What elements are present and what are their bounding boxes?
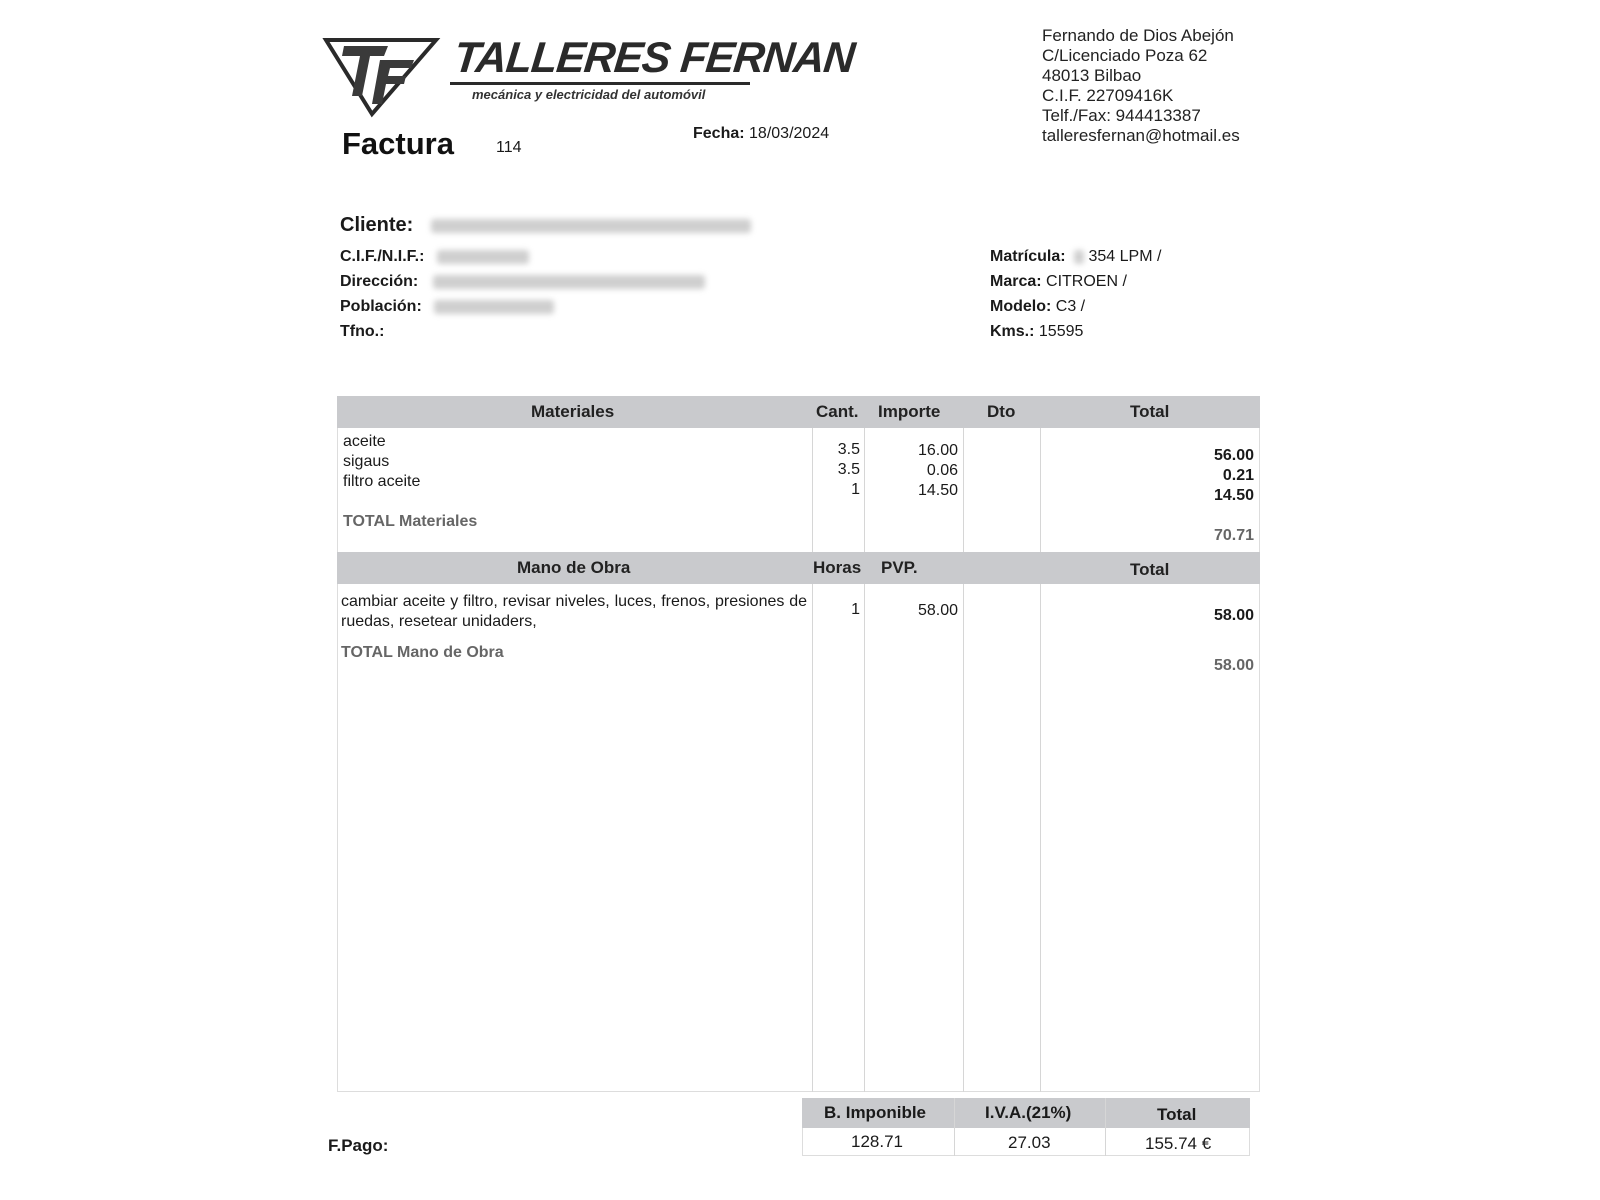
company-owner: Fernando de Dios Abejón <box>1042 26 1234 45</box>
summary-header <box>802 1098 1250 1128</box>
company-info <box>1042 26 1240 146</box>
summary-base-label: B. Imponible <box>824 1103 926 1122</box>
material-row-3-qty: 1 <box>851 481 860 498</box>
brand-label: Marca: <box>990 273 1042 290</box>
brand-value: CITROEN / <box>1046 273 1127 290</box>
summary-vat-label: I.V.A.(21%) <box>985 1103 1072 1122</box>
kms-label: Kms.: <box>990 323 1035 340</box>
client-address-label: Dirección: <box>340 273 419 290</box>
summary-values <box>802 1128 1250 1156</box>
column-divider <box>1040 396 1041 1092</box>
plate-redacted <box>1074 250 1084 264</box>
client-label: Cliente: <box>340 214 414 236</box>
material-row-3-total: 14.50 <box>1213 487 1254 504</box>
tf-logo-icon <box>322 32 442 118</box>
payment-method-label: F.Pago: <box>328 1136 389 1155</box>
client-phone-label: Tfno.: <box>340 323 385 340</box>
material-row-1-qty: 3.5 <box>837 441 860 458</box>
summary-divider <box>954 1098 955 1156</box>
materials-header <box>337 396 1260 428</box>
vehicle-brand <box>990 273 1127 291</box>
company-city: 48013 Bilbao <box>1042 66 1142 85</box>
client-address <box>340 273 705 291</box>
materials-col-description: Materiales <box>531 402 615 421</box>
material-row-3-description: filtro aceite <box>343 473 421 490</box>
brand-name: TALLERES FERNAN <box>451 34 857 82</box>
company-email: talleresfernan@hotmail.es <box>1042 126 1240 145</box>
labor-col-total: Total <box>1130 560 1170 579</box>
materials-col-total: Total <box>1130 402 1170 421</box>
invoice-number: 114 <box>496 139 522 156</box>
materials-col-discount: Dto <box>987 402 1016 421</box>
client-town-redacted <box>434 300 554 314</box>
client-town-label: Población: <box>340 298 422 315</box>
model-label: Modelo: <box>990 298 1052 315</box>
date-label: Fecha: <box>693 125 745 142</box>
material-row-1-amount: 16.00 <box>917 442 958 459</box>
invoice-date <box>693 125 829 143</box>
materials-total-value: 70.71 <box>1213 527 1254 544</box>
material-row-2-description: sigaus <box>343 453 390 470</box>
column-divider <box>864 396 865 1092</box>
material-row-2-total: 0.21 <box>1222 467 1254 484</box>
material-row-2-qty: 3.5 <box>837 461 860 478</box>
summary-total-value: 155.74 € <box>1145 1134 1212 1153</box>
brand-tagline: mecánica y electricidad del automóvil <box>472 87 706 102</box>
column-divider <box>812 396 813 1092</box>
labor-row-1-price: 58.00 <box>917 602 958 619</box>
brand-underline <box>450 82 750 85</box>
plate-value: 354 LPM / <box>1088 248 1162 265</box>
labor-row-1-total: 58.00 <box>1213 607 1254 624</box>
materials-total-label: TOTAL Materiales <box>343 513 478 530</box>
client-cif <box>340 248 529 266</box>
labor-col-price: PVP. <box>881 558 918 577</box>
kms-value: 15595 <box>1038 323 1084 340</box>
material-row-2-amount: 0.06 <box>926 462 958 479</box>
company-logo <box>322 32 857 122</box>
client-name-redacted <box>431 219 751 233</box>
client-cif-redacted <box>437 250 529 264</box>
labor-col-hours: Horas <box>813 558 862 577</box>
material-row-1-description: aceite <box>343 433 386 450</box>
plate-label: Matrícula: <box>990 248 1066 265</box>
date-value: 18/03/2024 <box>749 125 830 142</box>
client-cif-label: C.I.F./N.I.F.: <box>340 248 425 265</box>
summary-vat-value: 27.03 <box>1008 1133 1051 1152</box>
invoice-title: Factura <box>342 126 454 161</box>
vehicle-kms <box>990 323 1083 341</box>
vehicle-model <box>990 298 1085 316</box>
summary-total-label: Total <box>1157 1105 1197 1124</box>
client-phone <box>340 323 384 341</box>
summary-base-value: 128.71 <box>851 1132 903 1151</box>
labor-total-label: TOTAL Mano de Obra <box>341 644 504 661</box>
client-address-redacted <box>433 275 705 289</box>
model-value: C3 / <box>1055 298 1086 315</box>
labor-header <box>337 552 1260 584</box>
company-street: C/Licenciado Poza 62 <box>1042 46 1208 65</box>
client-town <box>340 298 554 316</box>
summary-divider <box>1105 1098 1106 1156</box>
materials-col-qty: Cant. <box>816 402 859 421</box>
column-divider <box>963 396 964 1092</box>
materials-col-amount: Importe <box>878 402 941 421</box>
company-cif: C.I.F. 22709416K <box>1042 86 1174 105</box>
vehicle-plate <box>990 248 1161 266</box>
labor-col-description: Mano de Obra <box>517 558 631 577</box>
client-row <box>340 214 751 237</box>
company-phone: Telf./Fax: 944413387 <box>1042 106 1201 125</box>
material-row-3-amount: 14.50 <box>917 482 958 499</box>
material-row-1-total: 56.00 <box>1213 447 1254 464</box>
labor-row-1-description: cambiar aceite y filtro, revisar niveles, luces, frenos, presiones de ruedas, resetear unidaders, <box>341 593 807 630</box>
labor-total-value: 58.00 <box>1213 657 1254 674</box>
labor-row-1-hours: 1 <box>851 601 860 618</box>
